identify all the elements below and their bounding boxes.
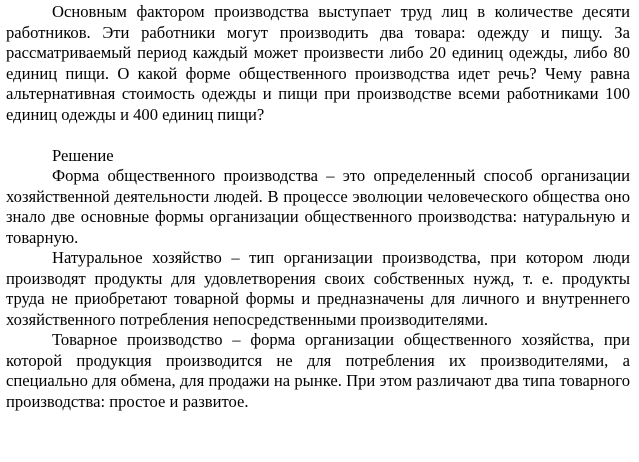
paragraph-commodity-production: Товарное производство – форма организации общественного хозяйства, при которой продукция производится не для потребления их производителями, а специально для обмена, для продажи на рынке. При этом различают два типа товарного производства: простое и развитое.	[6, 330, 630, 411]
blank-line	[6, 125, 630, 146]
paragraph-natural-economy: Натуральное хозяйство – тип организации производства, при котором люди производят продукты для удовлетворения своих собственных нужд, т. е. продукты труда не приобретают товарной формы и предназначены для личного и внутреннего хозяйственного потребления непосредственными производителями.	[6, 248, 630, 329]
solution-heading: Решение	[52, 145, 114, 165]
paragraph-forms-of-production: Форма общественного производства – это определенный способ организации хозяйственной деятельности людей. В процессе эволюции человеческого общества оно знало две основные формы организации общественного производства: натуральную и товарную.	[6, 166, 630, 247]
problem-statement: Основным фактором производства выступает труд лиц в количестве десяти работников. Эти работники могут производить два товара: одежду и пищу. За рассматриваемый период каждый может произвести либо 20 единиц одежды, либо 80 единиц пищи. О какой форме общественного производства идет речь? Чему равна альтернативная стоимость одежды и пищи при производстве всеми работниками 100 единиц одежды и 400 единиц пищи?	[6, 2, 630, 124]
